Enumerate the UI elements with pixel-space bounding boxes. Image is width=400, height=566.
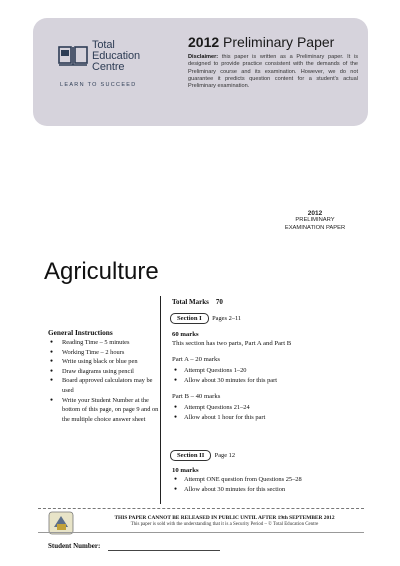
footer-divider — [38, 508, 364, 509]
disclaimer-text: this paper is written as a Preliminary paper. It is designed to provide practice consistent with the demands of the Preliminary course and its examination. However, we do not guarantee it predicts question content for a student's actual Preliminary examination. — [188, 54, 358, 90]
logo-line-3: Centre — [92, 61, 125, 73]
logo-line-2: Education — [92, 50, 141, 62]
exam-label — [270, 210, 360, 232]
disclaimer — [188, 54, 358, 90]
instruction-item: ● Working Time – 2 hours — [50, 348, 160, 358]
subject-title: Agriculture — [44, 258, 159, 285]
exam-line-1: PRELIMINARY — [295, 217, 335, 224]
part-b-list — [172, 403, 362, 422]
section-2-marks: 10 marks — [172, 467, 199, 474]
paper-year: 2012 — [188, 34, 220, 50]
part-b-item: ● Attempt Questions 21–24 — [172, 403, 362, 413]
instructions-title: General Instructions — [48, 328, 113, 337]
exam-line-2: EXAMINATION PAPER — [284, 224, 346, 231]
release-notice: THIS PAPER CANNOT BE RELEASED IN PUBLIC UNTIL AFTER 19th SEPTEMBER 2012 — [114, 515, 335, 521]
section-1-desc: This section has two parts, Part A and Part B — [172, 340, 292, 347]
footer-rule — [38, 532, 364, 533]
instruction-item: ● Write using black or blue pen — [50, 357, 160, 367]
part-a-label: Part A – 20 marks — [172, 356, 220, 363]
part-a-item: ● Attempt Questions 1–20 — [172, 366, 362, 376]
section-2-pages: Page 12 — [214, 452, 236, 459]
instructions-list — [50, 338, 160, 424]
section-2-header — [170, 451, 235, 460]
part-b-item: ● Allow about 1 hour for this part — [172, 413, 362, 423]
logo-line-1: Total — [92, 39, 115, 51]
logo-name — [92, 40, 140, 73]
total-marks-value: 70 — [215, 298, 223, 306]
section-2-label: Section II — [170, 450, 211, 461]
part-b-label: Part B – 40 marks — [172, 393, 221, 401]
student-number-label: Student Number: — [48, 542, 101, 550]
instruction-item: ● Reading Time – 5 minutes — [50, 338, 160, 348]
disclaimer-label: Disclaimer: — [188, 54, 219, 60]
release-subnotice: This paper is sold with the understanding that it is a Security Period – © Total Education Centre — [130, 522, 319, 527]
total-marks-label: Total Marks — [172, 298, 209, 306]
part-a-list — [172, 366, 362, 385]
exam-year: 2012 — [307, 210, 323, 217]
section-1-body — [172, 330, 362, 422]
section-1-header — [170, 314, 241, 323]
section-2-body — [172, 466, 362, 494]
section-2-list — [172, 475, 362, 494]
section-1-pages: Pages 2–11 — [212, 315, 242, 322]
instruction-item: ● Write your Student Number at the bottom of this page, on page 9 and on the multiple choice answer sheet — [50, 396, 160, 425]
section-1-marks: 60 marks — [172, 331, 199, 338]
column-divider — [160, 296, 161, 504]
section-2-item: ● Attempt ONE question from Questions 25–28 — [172, 475, 362, 485]
part-a-item: ● Allow about 30 minutes for this part — [172, 376, 362, 386]
section-2-item: ● Allow about 30 minutes for this section — [172, 485, 362, 495]
instruction-item: ● Draw diagrams using pencil — [50, 367, 160, 377]
total-marks — [172, 298, 223, 307]
logo-tagline: LEARN TO SUCCEED — [60, 82, 137, 88]
student-number-field[interactable] — [108, 550, 220, 551]
instruction-item: ● Board approved calculators may be used — [50, 376, 160, 395]
section-1-label: Section I — [170, 313, 209, 324]
paper-title — [188, 34, 334, 50]
book-logo-icon — [58, 44, 88, 68]
paper-name: Preliminary Paper — [223, 34, 335, 50]
